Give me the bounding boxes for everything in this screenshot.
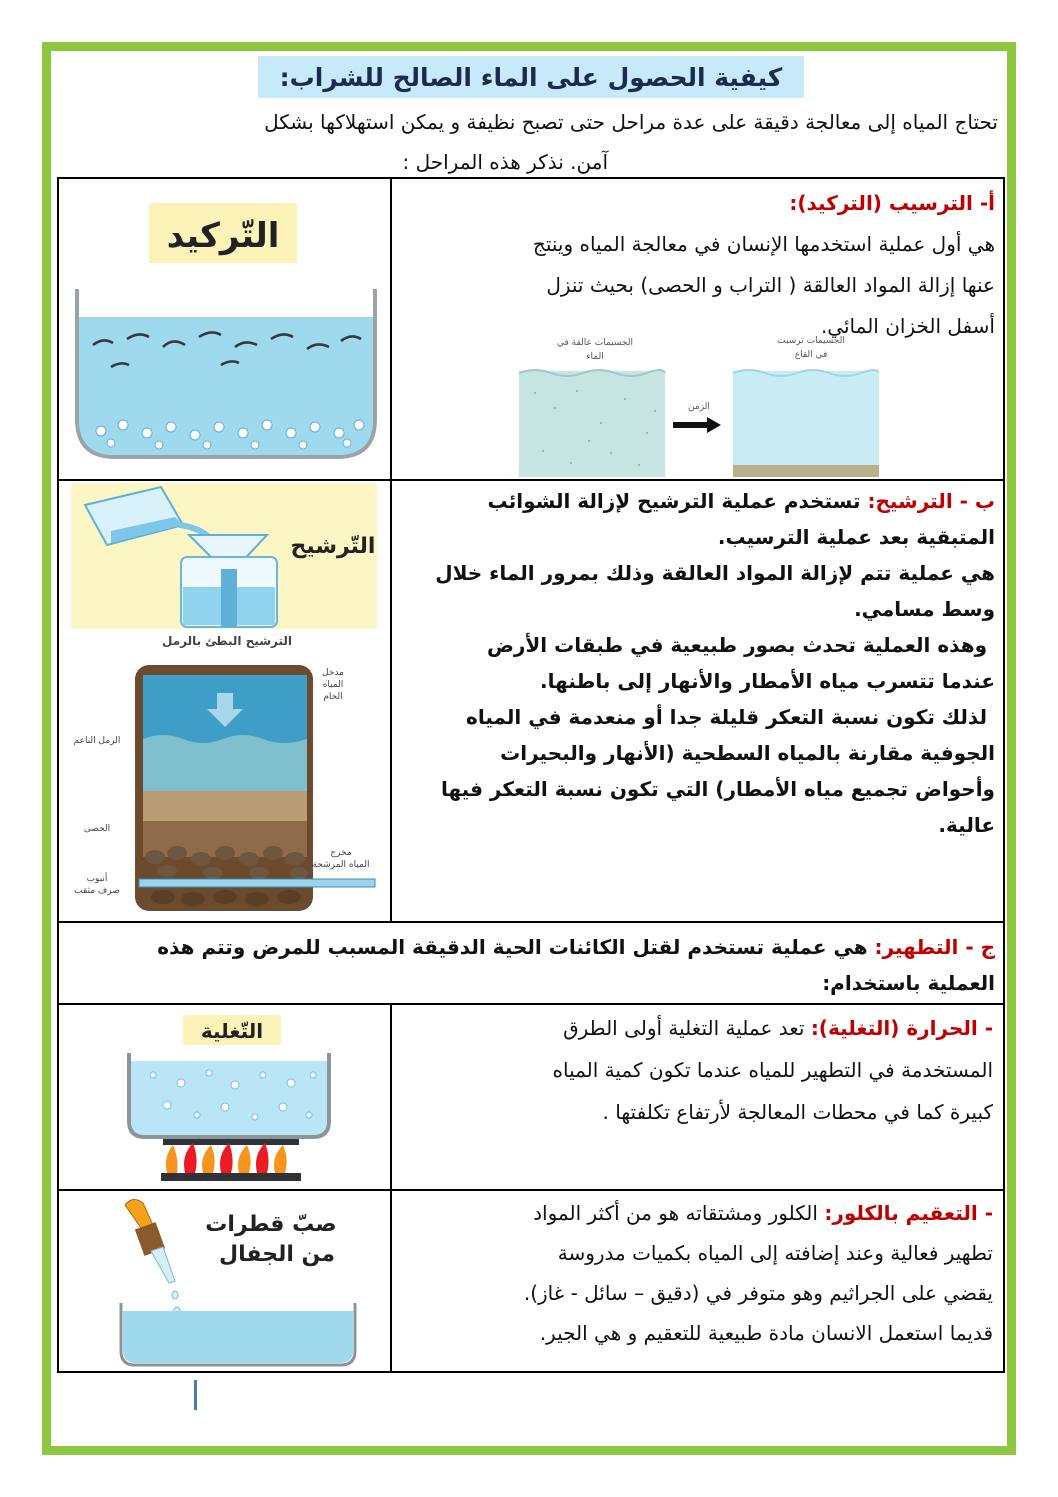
sedimentation-illustration: [71, 199, 381, 467]
boiling-illustration: [123, 1011, 335, 1183]
row-divider: [57, 479, 1005, 481]
diagram-label: صرف مثقب: [74, 886, 120, 896]
row-divider: [57, 1003, 1005, 1005]
purification-heading: ج - التطهير:: [874, 935, 995, 959]
chlorination-line: تطهير فعالية وعند إضافته إلى المياه بكميات مدروسة: [557, 1241, 993, 1265]
column-divider: [390, 177, 392, 923]
diagram-label: الحصى: [83, 824, 111, 834]
filtration-line: عندما تتسرب مياه الأمطار والأنهار إلى باطنها.: [540, 669, 995, 693]
filtration-heading: ب - الترشيح:: [867, 489, 995, 513]
pot-water: [131, 1061, 327, 1135]
purification-text: [65, 929, 995, 1001]
row-divider: [57, 921, 1005, 923]
boiling-heading: - الحرارة (التغلية):: [810, 1016, 993, 1040]
sedimentation-line: عنها إزالة المواد العالقة ( التراب و الحصى) بحيث تنزل: [546, 273, 995, 297]
filtration-line: وهذه العملية تحدث بصور طبيعية في طبقات الأرض: [486, 633, 987, 657]
chlorination-line: قديما استعمل الانسان مادة طبيعية للتعقيم و هي الجير.: [539, 1321, 993, 1345]
filtration-line: الجوفية مقارنة بالمياه السطحية (الأنهار والبحيرات: [500, 741, 995, 765]
diagram-label: المياه المرشحة: [312, 860, 370, 870]
filtration-line: تستخدم عملية الترشيح لإزالة الشوائب: [487, 489, 861, 513]
purification-line: العملية باستخدام:: [822, 971, 995, 995]
diagram-label: في القاع: [794, 350, 828, 360]
diagram-label: أنبوب: [86, 874, 108, 884]
slow-sand-filter-diagram: [63, 631, 383, 915]
flame-icon: [166, 1143, 287, 1173]
diagram-label: مخرج: [330, 848, 352, 858]
diagram-label: الجسيمات عالقة في: [557, 338, 633, 348]
text-cursor: [194, 1380, 197, 1410]
sedimentation-text: [405, 183, 995, 347]
chlorination-image-label-1: صبّ قطرات: [205, 1212, 337, 1237]
diagram-label: الجسيمات ترسبت: [777, 336, 845, 346]
chlorination-line: يقضي على الجراثيم وهو متوفر في (دقيق – سائل - غاز).: [523, 1281, 993, 1305]
water-transition: [143, 735, 307, 791]
filtration-line: وأحواض تجميع مياه الأمطار) التي تكون نسبة التعكر فيها: [440, 777, 995, 801]
intro-line-1: تحتاج المياه إلى معالجة دقيقة على عدة مراحل حتى تصبح نظيفة و يمكن استهلاكها بشكل: [264, 110, 998, 134]
chlorination-image-label-2: من الجفال: [219, 1242, 335, 1267]
filtration-line: عالية.: [938, 813, 995, 837]
sedimentation-diagram: [515, 333, 879, 479]
filtration-line: لذلك تكون نسبة التعكر قليلة جدا أو منعدمة في المياه: [466, 705, 987, 729]
intro-paragraph: [60, 102, 998, 182]
chlorination-heading: - التعقيم بالكلور:: [824, 1201, 993, 1225]
boiling-line: كبيرة كما في محطات المعالجة لأرتفاع تكلفتها .: [602, 1100, 993, 1124]
receiving-bottle: [181, 557, 277, 627]
filtration-line: المتبقية بعد عملية الترسيب.: [717, 525, 995, 549]
row-divider: [57, 1189, 1005, 1191]
diagram-label: الماء: [586, 352, 604, 362]
filtration-line: وسط مسامي.: [854, 597, 995, 621]
drain-pipe: [139, 879, 375, 887]
boiling-text: [403, 1007, 993, 1133]
diagram-label: الخام: [323, 692, 343, 702]
title-banner: [258, 56, 804, 98]
filtration-text: [395, 483, 995, 843]
filtration-line: هي عملية تتم لإزالة المواد العالقة وذلك بمرور الماء خلال: [435, 561, 995, 585]
diagram-label: المياه: [322, 680, 344, 690]
intro-line-2: آمن. نذكر هذه المراحل :: [402, 150, 608, 174]
stages-table: [57, 177, 1005, 1373]
table-border-right: [1003, 177, 1005, 1373]
tank-water: [79, 317, 373, 455]
boiling-line: المستخدمة في التطهير للمياه عندما تكون كمية المياه: [552, 1058, 993, 1082]
table-border-top: [57, 177, 1005, 179]
diagram-label: مدخل: [322, 668, 344, 678]
basin-water: [123, 1311, 353, 1363]
filtration-image-label: التّرشيح: [290, 534, 376, 559]
boiling-line: تعد عملية التغلية أولى الطرق: [563, 1016, 805, 1040]
turbid-water-tank: [519, 371, 665, 477]
table-border-left: [57, 177, 59, 1373]
purification-line: هي عملية تستخدم لقتل الكائنات الحية الدقيقة المسبب للمرض وتتم هذه: [157, 935, 868, 959]
time-arrow-icon: [673, 417, 721, 433]
table-border-bottom: [57, 1371, 1005, 1373]
sedimentation-line: هي أول عملية استخدمها الإنسان في معالجة المياه وينتج: [532, 232, 995, 256]
slow-filter-caption: الترشيح البطئ بالرمل: [161, 634, 293, 648]
dropper-icon: [125, 1199, 175, 1283]
clear-water-tank: [733, 371, 879, 477]
chlorination-line: الكلور ومشتقاته هو من أكثر المواد: [533, 1201, 818, 1225]
page-title: كيفية الحصول على الماء الصالح للشراب:: [279, 62, 783, 92]
sedimentation-heading: أ- الترسيب (التركيد):: [789, 191, 995, 215]
chlorination-illustration: [117, 1195, 357, 1367]
chlorination-text: [403, 1193, 993, 1353]
diagram-label: الرمل الناعم: [73, 736, 121, 746]
sedimentation-image-label: التّركيد: [166, 216, 280, 256]
burner: [161, 1173, 301, 1181]
time-arrow-label: الزمن: [688, 402, 710, 412]
column-divider: [390, 1003, 392, 1373]
sedimentation-line: أسفل الخزان المائي.: [820, 314, 995, 338]
sediment-layer: [733, 465, 879, 477]
boiling-image-label: التّغلية: [200, 1019, 264, 1043]
filtration-illustration: [71, 483, 377, 629]
